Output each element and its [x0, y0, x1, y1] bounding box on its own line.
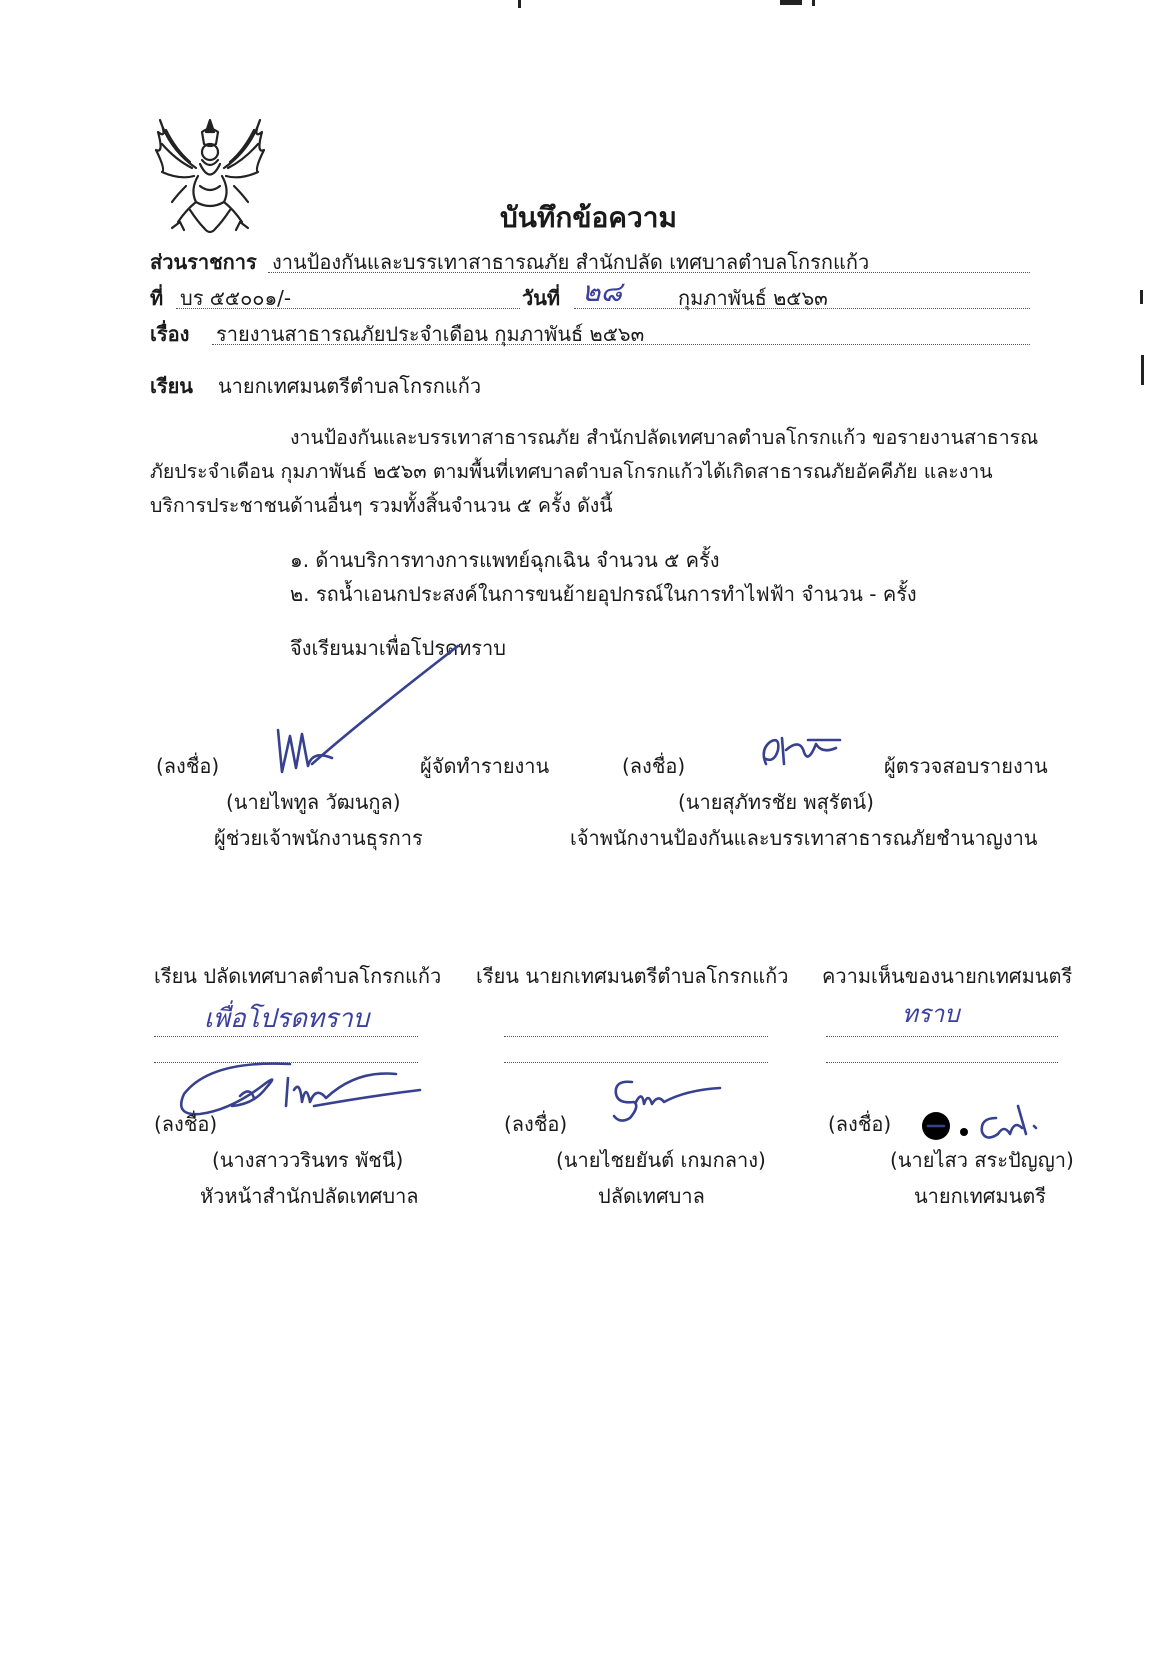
list-item: ๑. ด้านบริการทางการแพทย์ฉุกเฉิน จำนวน ๕ ครั้ง — [290, 548, 720, 572]
subject-dotted-line — [212, 344, 1030, 345]
endorsement-heading-3: ความเห็นของนายกเทศมนตรี — [822, 964, 1073, 988]
body-line-3: บริการประชาชนด้านอื่นๆ รวมทั้งสิ้นจำนวน ๕ ครั้ง ดังนี้ — [150, 494, 613, 517]
position-municipal-clerk: ปลัดเทศบาล — [598, 1184, 705, 1208]
signature-mayor — [914, 1098, 1054, 1148]
agency-label: ส่วนราชการ — [150, 250, 257, 274]
position-preparer: ผู้ช่วยเจ้าพนักงานธุรการ — [214, 826, 423, 850]
closing-text: จึงเรียนมาเพื่อโปรดทราบ — [290, 636, 506, 660]
endorsement-heading-1: เรียน ปลัดเทศบาลตำบลโกรกแก้ว — [154, 964, 442, 988]
ref-value: บร ๕๕๐๐๑/- — [180, 286, 292, 310]
role-reviewer: ผู้ตรวจสอบรายงาน — [884, 754, 1048, 778]
position-mayor: นายกเทศมนตรี — [914, 1184, 1047, 1208]
name-preparer: (นายไพทูล วัฒนกูล) — [226, 790, 401, 814]
document-title: บันทึกข้อความ — [500, 201, 677, 234]
salutation-label: เรียน — [150, 374, 193, 398]
endorsement-note-1: เพื่อโปรดทราบ — [204, 1004, 370, 1034]
endorsement-dotted-line — [154, 1036, 418, 1037]
name-reviewer: (นายสุภัทรชัย พสุรัตน์) — [678, 790, 874, 814]
role-preparer: ผู้จัดทำรายงาน — [420, 754, 550, 778]
agency-value: งานป้องกันและบรรเทาสาธารณภัย สำนักปลัด เทศบาลตำบลโกรกแก้ว — [272, 250, 870, 274]
endorsement-dotted-line — [504, 1036, 768, 1037]
signature-reviewer — [756, 734, 846, 770]
name-municipal-clerk: (นายไชยยันต์ เกมกลาง) — [556, 1148, 766, 1172]
sign-label: (ลงชื่อ) — [828, 1112, 892, 1136]
date-value: กุมภาพันธ์ ๒๕๖๓ — [678, 286, 828, 310]
date-label: วันที่ — [522, 286, 561, 310]
ref-label: ที่ — [150, 286, 164, 310]
list-item: ๒. รถน้ำเอนกประสงค์ในการขนย้ายอุปกรณ์ในการทำไฟฟ้า จำนวน - ครั้ง — [290, 582, 917, 606]
endorsement-dotted-line — [826, 1062, 1058, 1063]
subject-label: เรื่อง — [150, 322, 190, 346]
position-reviewer: เจ้าพนักงานป้องกันและบรรเทาสาธารณภัยชำนาญงาน — [570, 826, 1038, 850]
scan-artifact — [812, 0, 815, 6]
body-line-1: งานป้องกันและบรรเทาสาธารณภัย สำนักปลัดเทศบาลตำบลโกรกแก้ว ขอรายงานสาธารณ — [290, 426, 1039, 449]
garuda-emblem — [150, 110, 270, 240]
endorsement-dotted-line — [504, 1062, 768, 1063]
date-day-handwritten: ๒๘ — [582, 275, 623, 308]
endorsement-dotted-line — [826, 1036, 1058, 1037]
signature-municipal-clerk — [606, 1076, 726, 1126]
salutation-value: นายกเทศมนตรีตำบลโกรกแก้ว — [218, 374, 482, 398]
endorsement-note-3: ทราบ — [902, 1000, 960, 1028]
scan-artifact — [1141, 355, 1144, 385]
sign-label: (ลงชื่อ) — [622, 754, 686, 778]
body-line-2: ภัยประจำเดือน กุมภาพันธ์ ๒๕๖๓ ตามพื้นที่เทศบาลตำบลโกรกแก้วได้เกิดสาธารณภัยอัคคีภัย และงาน — [150, 460, 993, 483]
scan-artifact — [518, 0, 521, 8]
subject-value: รายงานสาธารณภัยประจำเดือน กุมภาพันธ์ ๒๕๖๓ — [216, 322, 645, 346]
endorsement-heading-2: เรียน นายกเทศมนตรีตำบลโกรกแก้ว — [476, 964, 789, 988]
sign-label: (ลงชื่อ) — [504, 1112, 568, 1136]
name-head-office: (นางสาววรินทร พัชนี) — [212, 1148, 404, 1172]
date-dotted-line — [574, 308, 1030, 309]
position-head-office: หัวหน้าสำนักปลัดเทศบาล — [200, 1184, 419, 1208]
ref-dotted-line — [176, 308, 520, 309]
sign-label: (ลงชื่อ) — [156, 754, 220, 778]
scan-artifact — [780, 0, 802, 5]
sign-label: (ลงชื่อ) — [154, 1112, 218, 1136]
scan-artifact — [1140, 290, 1143, 304]
agency-dotted-line — [268, 272, 1030, 273]
name-mayor: (นายไสว สระปัญญา) — [890, 1148, 1074, 1172]
